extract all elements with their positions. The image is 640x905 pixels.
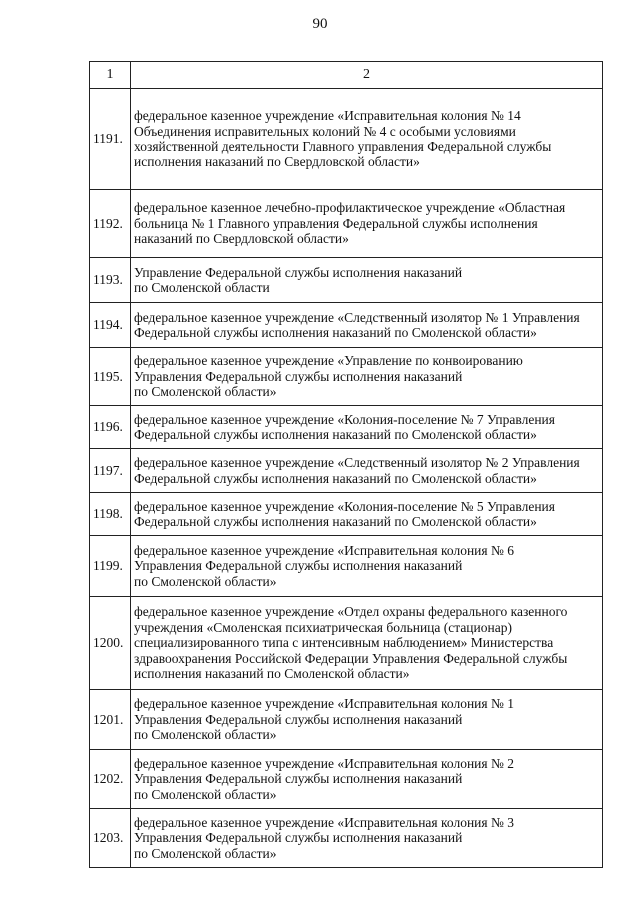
table-row (90, 536, 603, 597)
table-row (90, 303, 603, 348)
row-number: 1196. (90, 406, 131, 449)
row-number: 1191. (90, 89, 131, 190)
row-text: федеральное казенное учреждение «Отдел охраны федерального казенного учреждения «Смоленская психиатрическая больница (стационар) специализированного типа с интенсивным наблюдением» Министерства здравоохранения Российской Федерации Управления Федеральной службы исполнения наказаний по Смоленской области» (131, 597, 603, 690)
row-number: 1203. (90, 809, 131, 868)
row-text: федеральное казенное учреждение «Исправительная колония № 2 Управления Федеральной службы исполнения наказаний по Смоленской области» (131, 750, 603, 809)
table-row (90, 750, 603, 809)
row-text: федеральное казенное учреждение «Следственный изолятор № 1 Управления Федеральной службы исполнения наказаний по Смоленской области» (131, 303, 603, 348)
column-header-name: 2 (131, 62, 603, 89)
row-text: федеральное казенное учреждение «Управление по конвоированию Управления Федеральной службы исполнения наказаний по Смоленской области» (131, 348, 603, 406)
row-text: федеральное казенное учреждение «Исправительная колония № 14 Объединения исправительных колоний № 4 с особыми условиями хозяйственной деятельности Главного управления Федеральной службы исполнения наказаний по Свердловской области» (131, 89, 603, 190)
row-text: федеральное казенное лечебно-профилактическое учреждение «Областная больница № 1 Главного управления Федеральной службы исполнения наказаний по Свердловской области» (131, 190, 603, 258)
row-text: федеральное казенное учреждение «Колония-поселение № 7 Управления Федеральной службы исполнения наказаний по Смоленской области» (131, 406, 603, 449)
row-number: 1198. (90, 493, 131, 536)
table-row (90, 449, 603, 493)
page-number: 90 (312, 16, 328, 32)
row-text: федеральное казенное учреждение «Колония-поселение № 5 Управления Федеральной службы исполнения наказаний по Смоленской области» (131, 493, 603, 536)
row-number: 1199. (90, 536, 131, 597)
row-number: 1197. (90, 449, 131, 493)
row-text: Управление Федеральной службы исполнения наказаний по Смоленской области (131, 258, 603, 303)
row-number: 1202. (90, 750, 131, 809)
table-row (90, 406, 603, 449)
row-number: 1192. (90, 190, 131, 258)
table-row (90, 690, 603, 750)
row-number: 1201. (90, 690, 131, 750)
row-number: 1195. (90, 348, 131, 406)
row-text: федеральное казенное учреждение «Исправительная колония № 1 Управления Федеральной службы исполнения наказаний по Смоленской области» (131, 690, 603, 750)
row-number: 1200. (90, 597, 131, 690)
row-number: 1193. (90, 258, 131, 303)
row-number: 1194. (90, 303, 131, 348)
row-text: федеральное казенное учреждение «Исправительная колония № 6 Управления Федеральной службы исполнения наказаний по Смоленской области» (131, 536, 603, 597)
institutions-table (89, 61, 603, 868)
table-header-row (90, 62, 603, 89)
table-row (90, 493, 603, 536)
table-row (90, 190, 603, 258)
row-text: федеральное казенное учреждение «Исправительная колония № 3 Управления Федеральной службы исполнения наказаний по Смоленской области» (131, 809, 603, 868)
table-row (90, 597, 603, 690)
row-text: федеральное казенное учреждение «Следственный изолятор № 2 Управления Федеральной службы исполнения наказаний по Смоленской области» (131, 449, 603, 493)
table-row (90, 348, 603, 406)
table-row (90, 809, 603, 868)
table-row (90, 258, 603, 303)
column-header-number: 1 (90, 62, 131, 89)
table-row (90, 89, 603, 190)
